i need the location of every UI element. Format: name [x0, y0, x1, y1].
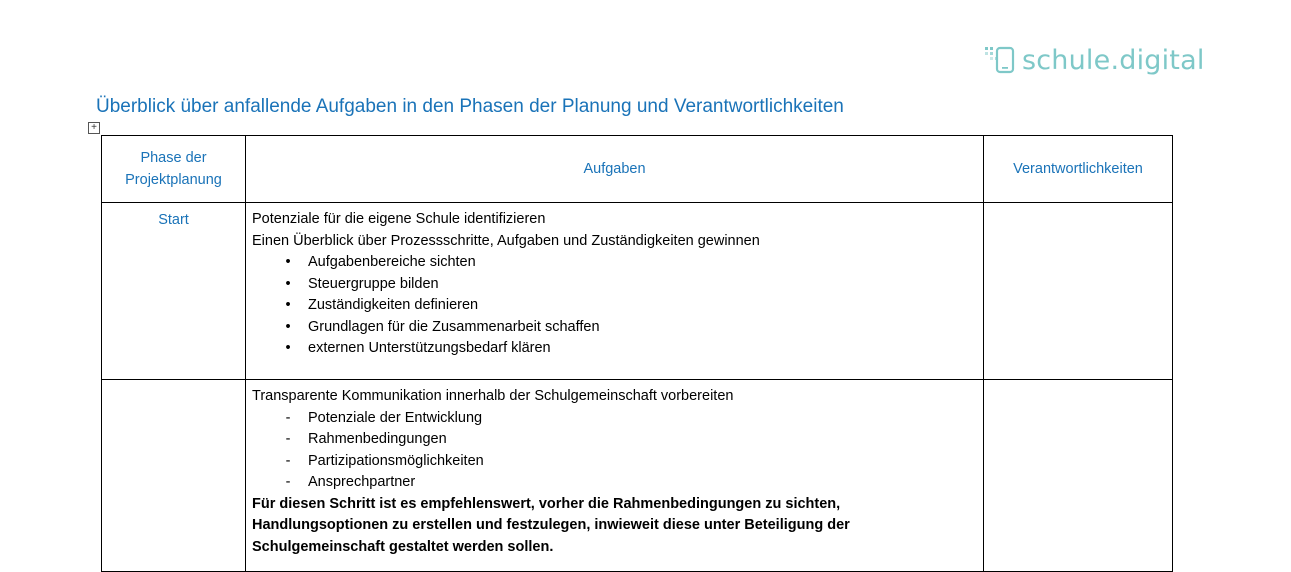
list-item: [252, 317, 977, 339]
dash-marker: -: [285, 431, 291, 447]
list-item-text: externen Unterstützungsbedarf klären: [308, 340, 551, 356]
phase-cell: [102, 380, 246, 572]
list-item: [252, 429, 977, 451]
table-row: [102, 380, 1173, 572]
list-item: [252, 472, 977, 494]
bullet-marker: •: [285, 340, 291, 356]
note-line: Schulgemeinschaft gestaltet werden sollen.: [252, 538, 554, 555]
list-item: [252, 338, 977, 360]
dash-marker: -: [285, 452, 291, 469]
dash-marker: -: [285, 409, 291, 426]
bullet-marker: •: [285, 318, 291, 335]
note-line: Handlungsoptionen zu erstellen und festzulegen, inwieweit diese unter Beteiligung der: [252, 517, 850, 533]
note-line: Für diesen Schritt ist es empfehlenswert, vorher die Rahmenbedingungen zu sichten,: [252, 495, 841, 512]
phase-cell: Start: [102, 203, 246, 380]
list-item: [252, 295, 977, 317]
header-responsibilities: Verantwortlichkeiten: [984, 136, 1173, 203]
table-header-row: [102, 136, 1173, 203]
list-item: [252, 252, 977, 274]
responsibility-cell: [984, 203, 1173, 380]
list-item-text: Potenziale der Entwicklung: [308, 409, 483, 426]
list-item: [252, 451, 977, 473]
logo-text: schule.digital: [1022, 44, 1205, 76]
tasks-cell: [246, 380, 984, 572]
move-handle-icon[interactable]: +: [88, 122, 100, 134]
task-line: Transparente Kommunikation innerhalb der Schulgemeinschaft vorbereiten: [252, 388, 734, 404]
page-title: Überblick über anfallende Aufgaben in den Phasen der Planung und Verantwortlichkeiten: [96, 96, 844, 117]
dash-marker: -: [285, 474, 291, 490]
list-item-text: Partizipationsmöglichkeiten: [308, 452, 484, 469]
list-item-text: Aufgabenbereiche sichten: [308, 254, 476, 270]
task-line: Einen Überblick über Prozessschritte, Aufgaben und Zuständigkeiten gewinnen: [252, 232, 760, 249]
list-item-text: Ansprechpartner: [308, 474, 416, 490]
task-line: Potenziale für die eigene Schule identifizieren: [252, 211, 546, 227]
list-item-text: Steuergruppe bilden: [308, 275, 439, 292]
header-tasks: Aufgaben: [246, 136, 984, 203]
task-bullet-list: [252, 252, 977, 360]
bullet-marker: •: [285, 254, 291, 270]
task-dash-list: [252, 408, 977, 494]
planning-table: [101, 135, 1173, 572]
tasks-cell: [246, 203, 984, 380]
list-item-text: Grundlagen für die Zusammenarbeit schaffen: [308, 318, 600, 335]
list-item-text: Rahmenbedingungen: [308, 431, 447, 447]
responsibility-cell: [984, 380, 1173, 572]
bullet-marker: •: [285, 297, 291, 313]
list-item: [252, 274, 977, 296]
schule-digital-logo: [984, 44, 1205, 76]
recommendation-note: [252, 494, 977, 559]
bullet-marker: •: [285, 275, 291, 292]
header-phase: Phase der Projektplanung: [102, 136, 246, 203]
list-item: [252, 408, 977, 430]
table-row: [102, 203, 1173, 380]
list-item-text: Zuständigkeiten definieren: [308, 297, 479, 313]
logo-pixel-icon: [984, 44, 1016, 76]
